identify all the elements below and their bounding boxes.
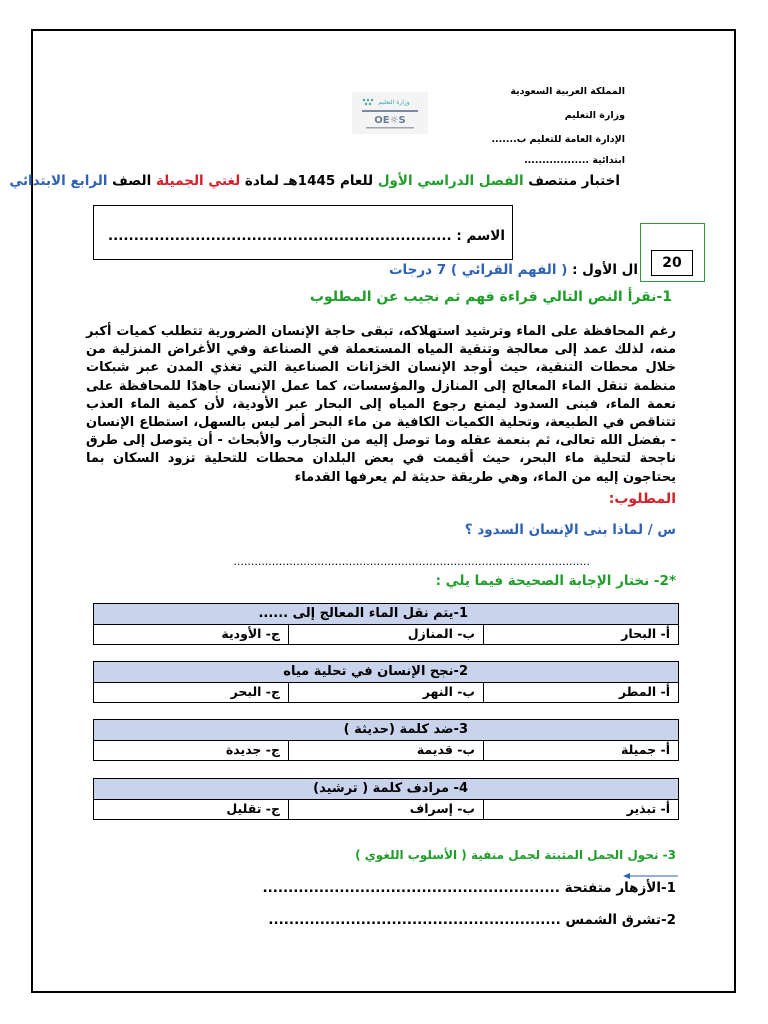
mcq-option-c[interactable]: ج- تقليل [226,801,280,816]
question-1-section: ( الفهم القرائي ) 7 درجات [388,262,568,278]
arrow-left-icon [623,866,678,876]
grade-total: 20 [651,250,693,276]
mcq-option-a[interactable]: أ- المطر [483,683,678,702]
reading-instruction: 1-نقرأ النص التالي قراءة فهم ثم نجيب عن المطلوب [309,289,672,305]
mcq-option-a[interactable]: أ- تبذير [483,800,678,819]
short-question: س / لماذا بنى الإنسان السدود ؟ [464,522,676,538]
negation-instruction: 3- نحول الجمل المثبتة لجمل منفية ( الأسلوب اللغوي ) [355,848,676,862]
mcq-question: 4- مرادف كلمة ( ترشيد) [94,779,678,800]
mcq-instruction: *2- نختار الإجابة الصحيحة فيما يلي : [435,573,676,589]
sentence-2-answer[interactable]: 2-تشرق الشمس ......................................................... [268,912,676,928]
mcq-option-c[interactable]: ج- البحر [230,684,280,699]
mcq-question: 1-يتم نقل الماء المعالج إلى ...... [94,604,678,625]
kingdom-label: المملكة العربية السعودية [510,86,625,97]
svg-text:OE☼S: OE☼S [374,115,406,126]
ministry-logo [352,92,428,134]
logo-text: وزارة التعليم [378,99,410,106]
sentence-1-answer[interactable]: 1-الأزهار متفتحة .......................................................... [262,880,676,896]
mcq-table [93,778,679,820]
exam-title: اختبار منتصف الفصل الدراسي الأول للعام 1445هـ لمادة لغتي الجميلة الصف الرابع الابتدائي [9,173,620,189]
mcq-option-b[interactable]: ب- النهر [288,683,483,702]
mcq-option-b[interactable]: ب- قديمة [288,741,483,760]
mcq-option-a[interactable]: أ- البحار [483,625,678,644]
ministry-label: وزارة التعليم [564,110,625,121]
student-name-field[interactable]: الاسم : ................................................................... [108,228,505,244]
short-answer-line[interactable]: ...................................................................................................... [233,555,590,568]
mcq-table [93,603,679,645]
admin-label: الإدارة العامة للتعليم ب....... [491,134,625,145]
reading-passage: رغم المحافظة على الماء وترشيد استهلاكه، تبقى حاجة الإنسان الضرورية تتطلب كميات أكبر منه، لذلك عمد إلى معالجة وتنقية المياه المستعملة في الصناعة وفي الأغراض المنزلية من خلال محطات التنقية، حيث أوجد الإنسان الخزانات الصناعية التي تغذي المدن عبر شبكات منظمة تنقل الماء المعالج إلى المنازل والمؤسسات، كما عمل الإنسان جاهدًا للمحافظة على نعمة الماء، فبنى السدود ليمنع رجوع المياه إلى البحار عبر الأودية، لأن كمية الماء العذب تتناقص في الطبيعة، وتحلية الكميات الكافية من ماء البحر أمر ليس بالسهل، استطاع الإنسان - بفضل الله تعالى، ثم بنعمة عقله وما توصل إليه من التجارب والأبحاث - أن يتوصل إلى طرق ناجحة لتحلية ماء البحر، حيث أقيمت في بعض البلدان محطات للتحلية تزود السكان بما يحتاجون إليه من الماء، وهي طريقة حديثة لم يعرفها القدماء [86,324,676,485]
required-label: المطلوب: [608,491,676,507]
mcq-option-c[interactable]: ج- الأودية [221,626,280,641]
question-1-heading: ال الأول : ( الفهم القرائي ) 7 درجات [388,262,638,278]
mcq-table [93,719,679,761]
mcq-option-a[interactable]: أ- جميلة [483,741,678,760]
mcq-table [93,661,679,703]
mcq-question: 2-نجح الإنسان في تحلية مياه [94,662,678,683]
mcq-question: 3-ضد كلمة (حديثة ) [94,720,678,741]
mcq-option-c[interactable]: ج- جديدة [225,742,280,757]
mcq-option-b[interactable]: ب- إسراف [288,800,483,819]
mcq-option-b[interactable]: ب- المنازل [288,625,483,644]
school-label: ابتدائية .................. [524,155,625,166]
